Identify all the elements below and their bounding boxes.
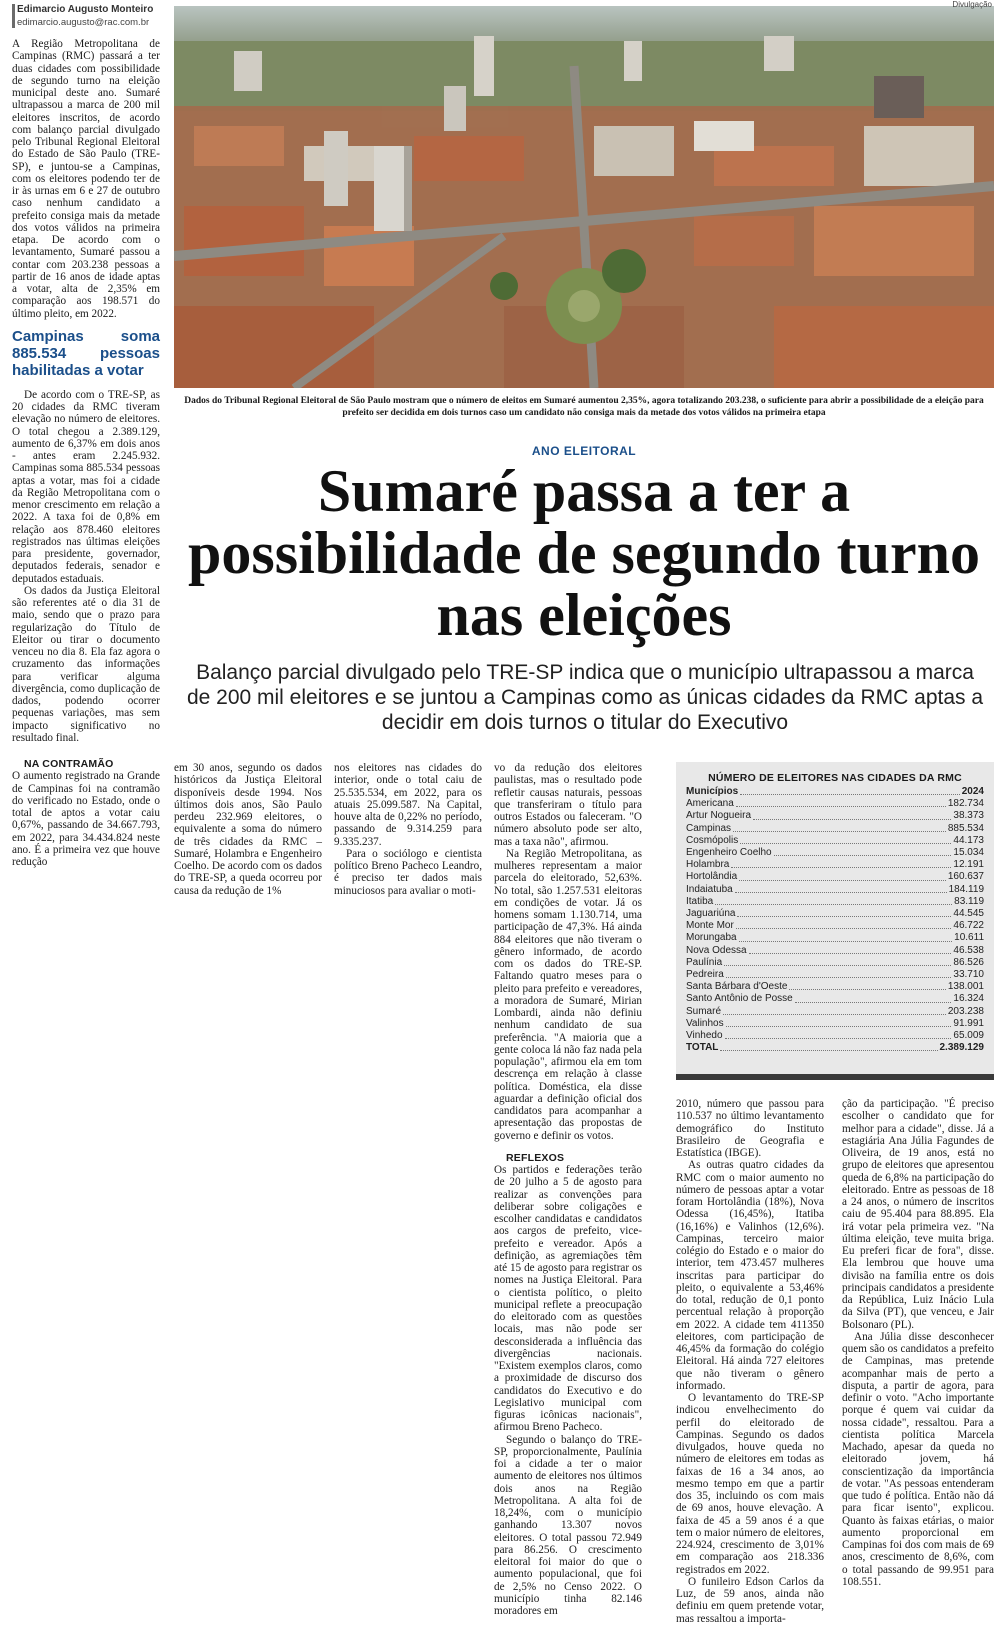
table-row-voters: 44.545 [953,908,984,920]
table-row [676,957,994,969]
table-row [676,835,994,847]
table-row-voters: 86.526 [953,956,984,968]
table-row [676,823,994,835]
photo-caption: Dados do Tribunal Regional Eleitoral de São Paulo mostram que o número de eleitos em Sumaré aumentou 2,35%, agora totalizando 203.238, o suficiente para abrir a possibilidade de a eleição para prefeito ser decidida em dois turnos caso um candidato não consiga mais da metade dos votos válidos na primeira etapa [184,396,984,418]
table-row [676,1030,994,1042]
table-row [676,871,994,883]
byline-email[interactable]: edimarcio.augusto@rac.com.br [17,17,150,28]
col4-paragraph-3: Os partidos e federações terão de 20 julho a 5 de agosto para realizar as convenções para deliberar sobre coligações e escolher candidatas e candidatos aos cargos de prefeito, vice-prefeito e vereador. Após a definição, as agremiações têm até 15 de agosto para registrar os nomes na Justiça Eleitoral. Para o cientista político, o pleito municipal reflete a preocupação do eleitorado com as questões locais, mas não pode ser desconsiderada a influência das divergências nacionais. "Existem exemplos claros, como a proximidade de discurso dos candidatos do Executivo e do Legislativo municipal com figuras icônicas nacionais", afirmou Breno Pacheco. [494,1164,642,1434]
left-paragraph-3: Os dados da Justiça Eleitoral são referentes até o dia 31 de maio, sendo que o prazo para regularização do Título de Eleitor ou tirar o documento venceu no dia 8. Ela faz agora o cruzamento das informações para verificar alguma divergência, como duplicação de dados, podendo ocorrer pequenas variações, mas sem impacto significativo no resultado final. [12,584,160,744]
table-row-voters: 885.534 [947,822,984,834]
table-header-value: 2024 [961,786,984,797]
table-row-voters: 44.173 [953,834,984,846]
aerial-city-illustration [174,6,994,388]
table-row-municipality: Cosmópolis [686,834,739,846]
table-row [676,1018,994,1030]
column-4 [494,762,642,1617]
table-row-municipality: Artur Nogueira [686,810,752,822]
table-row [676,884,994,896]
table-row-voters: 33.710 [953,969,984,981]
deck-subheadline: Balanço parcial divulgado pelo TRE-SP indica que o município ultrapassou a marca de 200 mil eleitores e se juntou a Campinas como as únicas cidades da RMC aptas a decidir em dois turnos o titular do Executivo [186,661,984,734]
column-2 [174,762,322,897]
left-column [12,38,160,868]
aerial-city-photo [174,6,994,388]
table-row-voters: 160.637 [947,871,984,883]
col5-paragraph-2: As outras quatro cidades da RMC com o maior aumento no número de pessoas aptar a votar foram Hortolândia (18%), Nova Odessa (16,45%), Itatiba (16,16%) e Valinhos (12,6%). Campinas, terceiro maior colégio do Estado e o maior do interior, tem 473.457 mulheres inscritas para participar do pleito, o equivalente a 53,46% do total, redução de 0,1 ponto percentual relação à proporção em 2022. A cidade tem 411350 eleitores, com participação de 46,45% da formação do colégio Eleitoral. Há ainda 727 eleitores que não tiveram o gênero informado. [676,1159,824,1392]
table-row [676,969,994,981]
table-row [676,981,994,993]
table-row-municipality: Nova Odessa [686,944,747,956]
table-row-municipality: Valinhos [686,1017,724,1029]
table-row [676,993,994,1005]
table-row-voters: 184.119 [948,883,984,895]
col4-paragraph-1: vo da redução dos eleitores paulistas, mas o resultado pode refletir causas naturais, pessoas que transferiram o título para outros Estados ou faleceram. "O número absoluto pode ser alto, mas a taxa não", afirmou. [494,762,642,848]
table-row [676,945,994,957]
col5-paragraph-1: 2010, número que passou para 110.537 no último levantamento demográfico do Instituto Brasileiro de Geografia e Estatística (IBGE). [676,1098,824,1159]
table-header-row [676,786,994,798]
left-paragraph-1: A Região Metropolitana de Campinas (RMC) passará a ter duas cidades com possibilidade de segundo turno na eleição municipal deste ano. Sumaré ultrapassou a marca de 200 mil eleitores inscritos, de acordo com balanço parcial divulgado pelo Tribunal Regional Eleitoral do Estado de São Paulo (TRE-SP), e juntou-se a Campinas, com os eleitores podendo ter de ir às urnas em 6 e 27 de outubro caso nenhum candidato a prefeito consiga mais da metade dos votos válidos na primeira etapa. De acordo com o levantamento, Sumaré passou a contar com 203.238 pessoas a partir de 16 anos de idade aptas a votar, alta de 2,35% em comparação aos 198.571 do último pleito, em 2022. [12,38,160,320]
table-row-voters: 16.324 [953,993,984,1005]
col6-paragraph-1: ção da participação. "É preciso escolher o candidato que for melhor para a cidade", disse. Já a estagiária Ana Júlia Fagundes de Oliveira, de 19 anos, está no grupo de eleitores que apresentou queda de 6,8% na participação do eleitorado. Entre as pessoas de 18 a 24 anos, o número de inscritos caiu de 95.404 para 88.895. Ela irá votar pela primeira vez. "Na última eleição, teve muita briga. Eu preferi ficar de fora", disse. Ela lembrou que houve uma divisão na família entre os dois principais candidatos a presidente da República, Luiz Inácio Lula da Silva (PT), que venceu, e Jair Bolsonaro (PL). [842,1098,994,1331]
table-row-voters: 83.119 [954,895,984,907]
table-row-municipality: Vinhedo [686,1030,723,1042]
table-row-voters: 15.034 [953,847,984,859]
table-row-municipality: Hortolândia [686,871,738,883]
table-row-municipality: Santa Bárbara d'Oeste [686,981,788,993]
column-6 [842,1098,994,1588]
table-row-municipality: Paulínia [686,956,723,968]
col5-paragraph-3: O levantamento do TRE-SP indicou envelhecimento do perfil do eleitorado de Campinas. Segundo os dados divulgados, houve queda no número de eleitores em todas as faixas de 16 a 34 anos, ao mesmo tempo em que a partir dos 35, incluindo os com mais de 69 anos, houve elevação. A faixa de 45 a 59 anos é a que tem o maior número de eleitores, 224.924, crescimento de 3,01% em comparação aos 218.336 registrados em 2022. [676,1392,824,1576]
table-row-municipality: Itatiba [686,895,714,907]
table-row-municipality: Monte Mor [686,920,734,932]
table-row-municipality: Campinas [686,822,732,834]
table-row-municipality: Santo Antônio de Posse [686,993,793,1005]
col3-paragraph-2: Para o sociólogo e cientista político Breno Pacheco Leandro, é preciso ter dados mais minuciosos para avaliar o moti- [334,847,482,897]
table-row [676,1006,994,1018]
table-row-municipality: Morungaba [686,932,737,944]
table-row [676,810,994,822]
col6-paragraph-2: Ana Júlia disse desconhecer quem são os candidatos a prefeito de Campinas, mas pretende acompanhar mais de perto a disputa, a partir de agora, para definir o voto. "Acho importante porque é quem vai cuidar da nossa cidade", ressaltou. Para a cientista política Marcela Machado, apesar da queda no eleitorado jovem, há conscientização da importância de votar. "As pessoas entenderam que tudo é política. Então não dá para ficar isento", explicou. Quanto às faixas etárias, o maior aumento proporcional em Campinas foi dos com mais de 69 anos, crescimento de 8,6%, com o total passando de 99.951 para 108.551. [842,1330,994,1588]
table-row-voters: 203.238 [947,1005,984,1017]
table-total-row [676,1042,994,1054]
col5-paragraph-4: O funileiro Edson Carlos da Luz, de 59 anos, ainda não definiu em quem pretende votar, mas ressaltou a importa- [676,1575,824,1625]
col4-paragraph-2: Na Região Metropolitana, as mulheres representam a maior parcela do eleitorado, 52,63%. No total, são 1.257.531 eleitoras em condições de votar. Já os homens somam 1.130.714, uma participação de 47,3%. Há ainda 884 eleitores que não tiveram o gênero informado, de acordo com os dados do TRE-SP. Faltando quatro meses para o pleito para prefeito e vereadores, a moradora de Sumaré, Mirian Lombardi, ainda não definiu nenhum candidato de sua preferência. "A maioria que a gente coloca lá não faz nada pela população", afirmou ela em tom descrença em relação à classe política. Doméstica, ela disse aguardar a definição oficial dos candidatos para acompanhar a apresentação das propostas de governo e definir os votos. [494,847,642,1142]
table-row [676,896,994,908]
table-title: NÚMERO DE ELEITORES NAS CIDADES DA RMC [708,772,962,784]
table-row [676,920,994,932]
table-row [676,932,994,944]
table-row-municipality: Holambra [686,859,730,871]
left-paragraph-2: De acordo com o TRE-SP, as 20 cidades da RMC tiveram elevação no número de eleitores. O total chegou a 2.389.129, aumento de 6,37% em dois anos - antes eram 2.245.932. Campinas soma 885.534 pessoas aptas a votar, mas foi a cidade da Região Metropolitana com o menor crescimento em relação a 2022. A taxa foi de 0,8% em relação aos 878.460 eleitores registrados nas últimas eleições para presidente, governador, deputados federais, senador e deputados estaduais. [12,388,160,585]
table-row-voters: 46.722 [953,920,984,932]
table-row [676,908,994,920]
table-row-voters: 138.001 [947,981,984,993]
byline-bar [12,4,15,28]
table-row-municipality: Pedreira [686,969,724,981]
col4-paragraph-4: Segundo o balanço do TRE-SP, proporcionalmente, Paulínia foi a cidade a ter o maior aumento de eleitores nos últimos dois anos na Região Metropolitana. A alta foi de 18,24%, com o município ganhando 13.307 novos eleitores. O total passou 72.949 para 86.256. O crescimento eleitoral foi maior do que o aumento populacional, que foi de 2,5% no Censo 2022. O município tinha 82.146 moradores em [494,1433,642,1617]
table-row-voters: 91.991 [953,1017,984,1029]
col3-paragraph-1: nos eleitores nas cidades do interior, onde o total caiu de 25.535.534, em 2022, para os atuais 25.099.587. Na Capital, houve alta de 0,22% no período, passando de 9.314.259 para 9.335.237. [334,762,482,848]
table-row-voters: 12.191 [953,859,984,871]
table-header-name: Municípios [686,786,739,797]
column-5 [676,1098,824,1625]
table-row-voters: 46.538 [953,944,984,956]
table-row-municipality: Engenheiro Coelho [686,847,772,859]
table-row [676,798,994,810]
table-row-municipality: Sumaré [686,1005,722,1017]
table-row [676,847,994,859]
left-subhead: NA CONTRAMÃO [24,758,114,770]
byline-author: Edimarcio Augusto Monteiro [17,4,154,15]
section-kicker: ANO ELEITORAL [531,444,637,458]
table-total-name: TOTAL [686,1042,719,1054]
voters-table [676,762,994,1080]
table-row-municipality: Indaiatuba [686,883,733,895]
table-row-voters: 10.611 [954,932,984,944]
table-total-value: 2.389.129 [939,1042,984,1054]
column-3 [334,762,482,897]
table-row-municipality: Americana [686,798,734,810]
table-row-voters: 182.734 [947,798,984,810]
photo-credit: Divulgação [952,0,992,9]
col2-paragraph-1: em 30 anos, segundo os dados históricos da Justiça Eleitoral disponíveis desde 1994. Nos últimos dois anos, São Paulo perdeu 232.969 eleitores, o equivalente a soma do número de três cidades da RMC – Sumaré, Holambra e Engenheiro Coelho. De acordo com os dados do TRE-SP, a queda ocorreu por causa da redução de 1% [174,762,322,897]
left-subtitle: Campinas soma 885.534 pessoas habilitadas a votar [12,327,160,379]
left-paragraph-4: O aumento registrado na Grande de Campinas foi na contramão do verificado no Estado, onde o total de aptos a votar caiu 0,67%, passando de 34.667.793, em 2022, para 34.434.824 neste ano. É a primeira vez que houve redução [12,770,160,868]
table-row [676,859,994,871]
table-row-voters: 38.373 [953,810,984,822]
col4-subhead: REFLEXOS [506,1151,565,1164]
table-row-municipality: Jaguariúna [686,908,736,920]
table-row-voters: 65.009 [953,1030,984,1042]
table-rows [676,798,994,1042]
headline: Sumaré passa a ter a possibilidade de segundo turno nas eleições [188,458,980,648]
